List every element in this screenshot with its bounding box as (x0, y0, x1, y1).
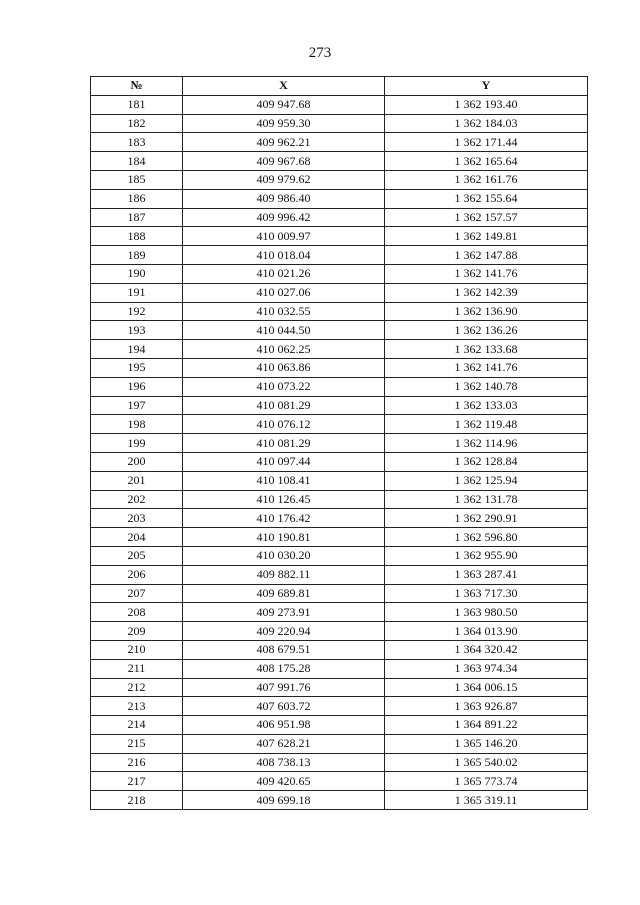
cell-y: 1 362 136.90 (385, 302, 588, 321)
cell-number: 204 (91, 528, 183, 547)
table-body (91, 95, 588, 809)
cell-number: 185 (91, 170, 183, 189)
cell-number: 184 (91, 152, 183, 171)
cell-y: 1 362 141.76 (385, 264, 588, 283)
cell-x: 410 009.97 (183, 227, 385, 246)
cell-x: 410 021.26 (183, 264, 385, 283)
cell-x: 410 027.06 (183, 283, 385, 302)
table-row (91, 189, 588, 208)
table-row (91, 734, 588, 753)
cell-y: 1 365 319.11 (385, 791, 588, 810)
table-row (91, 716, 588, 735)
cell-y: 1 364 891.22 (385, 716, 588, 735)
cell-number: 203 (91, 509, 183, 528)
cell-number: 194 (91, 340, 183, 359)
cell-x: 409 273.91 (183, 603, 385, 622)
cell-x: 410 076.12 (183, 415, 385, 434)
cell-number: 195 (91, 358, 183, 377)
cell-number: 207 (91, 584, 183, 603)
cell-number: 192 (91, 302, 183, 321)
cell-number: 214 (91, 716, 183, 735)
cell-y: 1 362 133.03 (385, 396, 588, 415)
cell-y: 1 363 287.41 (385, 565, 588, 584)
table-row (91, 415, 588, 434)
cell-x: 409 979.62 (183, 170, 385, 189)
cell-number: 217 (91, 772, 183, 791)
table-row (91, 321, 588, 340)
cell-x: 409 986.40 (183, 189, 385, 208)
table-row (91, 659, 588, 678)
cell-number: 216 (91, 753, 183, 772)
cell-number: 200 (91, 452, 183, 471)
cell-y: 1 362 161.76 (385, 170, 588, 189)
cell-y: 1 362 119.48 (385, 415, 588, 434)
table-row (91, 152, 588, 171)
cell-x: 407 603.72 (183, 697, 385, 716)
table-row (91, 133, 588, 152)
cell-number: 196 (91, 377, 183, 396)
cell-x: 410 081.29 (183, 434, 385, 453)
cell-y: 1 364 006.15 (385, 678, 588, 697)
cell-y: 1 362 125.94 (385, 471, 588, 490)
cell-x: 408 175.28 (183, 659, 385, 678)
table-row (91, 603, 588, 622)
cell-y: 1 362 955.90 (385, 546, 588, 565)
table-row (91, 377, 588, 396)
table-row (91, 509, 588, 528)
cell-y: 1 363 926.87 (385, 697, 588, 716)
cell-number: 187 (91, 208, 183, 227)
cell-x: 407 628.21 (183, 734, 385, 753)
cell-y: 1 363 974.34 (385, 659, 588, 678)
cell-number: 218 (91, 791, 183, 810)
table-row (91, 358, 588, 377)
cell-x: 410 126.45 (183, 490, 385, 509)
header-y: Y (385, 77, 588, 96)
cell-y: 1 362 136.26 (385, 321, 588, 340)
cell-y: 1 363 717.30 (385, 584, 588, 603)
table-row (91, 640, 588, 659)
cell-x: 408 679.51 (183, 640, 385, 659)
cell-y: 1 364 013.90 (385, 622, 588, 641)
cell-x: 409 699.18 (183, 791, 385, 810)
cell-y: 1 362 133.68 (385, 340, 588, 359)
cell-y: 1 362 142.39 (385, 283, 588, 302)
cell-number: 181 (91, 95, 183, 114)
table-row (91, 471, 588, 490)
cell-y: 1 362 290.91 (385, 509, 588, 528)
table-row (91, 114, 588, 133)
cell-number: 188 (91, 227, 183, 246)
cell-y: 1 362 149.81 (385, 227, 588, 246)
table-row (91, 697, 588, 716)
cell-x: 410 073.22 (183, 377, 385, 396)
cell-x: 409 967.68 (183, 152, 385, 171)
cell-x: 407 991.76 (183, 678, 385, 697)
cell-number: 186 (91, 189, 183, 208)
cell-number: 215 (91, 734, 183, 753)
table-row (91, 753, 588, 772)
cell-number: 208 (91, 603, 183, 622)
cell-x: 409 962.21 (183, 133, 385, 152)
cell-y: 1 362 147.88 (385, 246, 588, 265)
cell-number: 199 (91, 434, 183, 453)
coordinates-table (90, 76, 588, 810)
cell-y: 1 365 773.74 (385, 772, 588, 791)
cell-x: 410 190.81 (183, 528, 385, 547)
cell-number: 190 (91, 264, 183, 283)
cell-y: 1 365 540.02 (385, 753, 588, 772)
table-row (91, 791, 588, 810)
cell-y: 1 363 980.50 (385, 603, 588, 622)
cell-x: 410 044.50 (183, 321, 385, 340)
cell-y: 1 362 157.57 (385, 208, 588, 227)
cell-x: 410 081.29 (183, 396, 385, 415)
cell-y: 1 365 146.20 (385, 734, 588, 753)
cell-y: 1 362 165.64 (385, 152, 588, 171)
cell-number: 209 (91, 622, 183, 641)
cell-y: 1 362 596.80 (385, 528, 588, 547)
cell-x: 410 176.42 (183, 509, 385, 528)
table-row (91, 452, 588, 471)
table-row (91, 565, 588, 584)
cell-x: 409 882.11 (183, 565, 385, 584)
cell-y: 1 362 131.78 (385, 490, 588, 509)
cell-x: 410 062.25 (183, 340, 385, 359)
cell-number: 189 (91, 246, 183, 265)
table-row (91, 264, 588, 283)
cell-x: 409 689.81 (183, 584, 385, 603)
cell-y: 1 362 193.40 (385, 95, 588, 114)
cell-x: 410 063.86 (183, 358, 385, 377)
table-row (91, 208, 588, 227)
cell-y: 1 362 140.78 (385, 377, 588, 396)
cell-x: 409 947.68 (183, 95, 385, 114)
header-x: X (183, 77, 385, 96)
cell-y: 1 362 128.84 (385, 452, 588, 471)
table-row (91, 246, 588, 265)
cell-x: 410 032.55 (183, 302, 385, 321)
table-row (91, 622, 588, 641)
cell-number: 211 (91, 659, 183, 678)
table-row (91, 678, 588, 697)
table-row (91, 302, 588, 321)
cell-number: 210 (91, 640, 183, 659)
cell-y: 1 362 141.76 (385, 358, 588, 377)
cell-x: 410 097.44 (183, 452, 385, 471)
cell-x: 409 996.42 (183, 208, 385, 227)
cell-x: 409 420.65 (183, 772, 385, 791)
table-row (91, 170, 588, 189)
cell-x: 406 951.98 (183, 716, 385, 735)
table-row (91, 340, 588, 359)
cell-y: 1 364 320.42 (385, 640, 588, 659)
cell-y: 1 362 114.96 (385, 434, 588, 453)
cell-x: 410 030.20 (183, 546, 385, 565)
cell-number: 198 (91, 415, 183, 434)
table-row (91, 584, 588, 603)
cell-number: 201 (91, 471, 183, 490)
cell-number: 202 (91, 490, 183, 509)
table-row (91, 772, 588, 791)
page-number: 273 (308, 45, 332, 61)
cell-y: 1 362 171.44 (385, 133, 588, 152)
table-row (91, 283, 588, 302)
cell-x: 410 018.04 (183, 246, 385, 265)
cell-x: 409 220.94 (183, 622, 385, 641)
cell-number: 193 (91, 321, 183, 340)
cell-x: 409 959.30 (183, 114, 385, 133)
cell-number: 197 (91, 396, 183, 415)
cell-number: 206 (91, 565, 183, 584)
table-row (91, 396, 588, 415)
cell-x: 410 108.41 (183, 471, 385, 490)
cell-number: 205 (91, 546, 183, 565)
table-row (91, 95, 588, 114)
cell-x: 408 738.13 (183, 753, 385, 772)
table-row (91, 434, 588, 453)
cell-y: 1 362 155.64 (385, 189, 588, 208)
cell-y: 1 362 184.03 (385, 114, 588, 133)
table-row (91, 546, 588, 565)
table-row (91, 528, 588, 547)
cell-number: 183 (91, 133, 183, 152)
cell-number: 213 (91, 697, 183, 716)
table-row (91, 490, 588, 509)
table-row (91, 227, 588, 246)
table-header-row (91, 77, 588, 96)
cell-number: 191 (91, 283, 183, 302)
cell-number: 182 (91, 114, 183, 133)
cell-number: 212 (91, 678, 183, 697)
header-number: № (91, 77, 183, 96)
